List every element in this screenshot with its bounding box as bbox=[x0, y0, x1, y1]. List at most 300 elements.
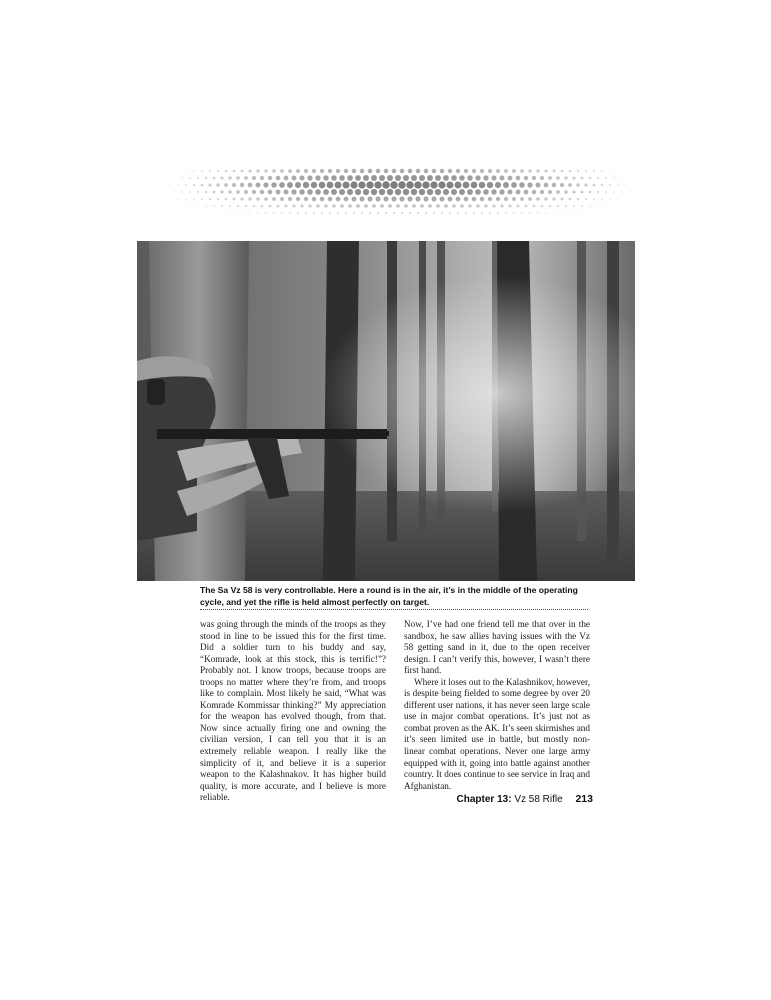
halftone-dot bbox=[166, 178, 167, 179]
halftone-dot bbox=[169, 170, 170, 171]
halftone-dot bbox=[366, 220, 367, 221]
halftone-dot bbox=[532, 176, 536, 180]
halftone-dot bbox=[233, 198, 236, 201]
halftone-dot bbox=[313, 212, 315, 214]
halftone-dot bbox=[440, 197, 445, 202]
halftone-dot bbox=[339, 175, 345, 181]
halftone-dot bbox=[244, 176, 248, 180]
halftone-dot bbox=[565, 205, 567, 207]
caption-divider bbox=[200, 609, 588, 610]
halftone-dot bbox=[237, 205, 239, 207]
halftone-dot bbox=[355, 189, 361, 195]
halftone-dot bbox=[213, 177, 216, 180]
halftone-dot bbox=[284, 176, 289, 181]
halftone-dot bbox=[304, 197, 308, 201]
halftone-dot bbox=[288, 197, 292, 201]
halftone-dot bbox=[353, 212, 355, 214]
halftone-dot bbox=[241, 170, 244, 173]
halftone-dot bbox=[288, 169, 292, 173]
halftone-dot bbox=[264, 169, 267, 172]
halftone-dot bbox=[585, 212, 586, 213]
halftone-dot bbox=[470, 220, 471, 221]
halftone-dot bbox=[454, 220, 455, 221]
halftone-dot bbox=[388, 204, 392, 208]
halftone-dot bbox=[593, 212, 594, 213]
halftone-dot bbox=[401, 212, 403, 214]
halftone-dot bbox=[416, 197, 421, 202]
halftone-dot bbox=[432, 169, 437, 174]
halftone-dot bbox=[254, 220, 255, 221]
halftone-dot bbox=[443, 189, 449, 195]
halftone-dot bbox=[443, 175, 449, 181]
halftone-dot bbox=[256, 197, 259, 200]
halftone-dot bbox=[398, 220, 399, 221]
halftone-dot bbox=[634, 199, 635, 200]
halftone-dot bbox=[456, 197, 461, 202]
halftone-dot bbox=[177, 198, 178, 199]
chapter-label: Chapter 13: bbox=[456, 794, 512, 805]
halftone-dot bbox=[236, 176, 240, 180]
halftone-dot bbox=[340, 204, 343, 207]
halftone-dot bbox=[478, 220, 479, 221]
halftone-dot bbox=[532, 190, 536, 194]
halftone-dot bbox=[315, 175, 320, 180]
halftone-dot bbox=[432, 197, 437, 202]
halftone-dot bbox=[209, 170, 211, 172]
halftone-dot bbox=[185, 198, 187, 200]
halftone-dot bbox=[464, 169, 468, 173]
halftone-dot bbox=[345, 212, 347, 214]
halftone-dot bbox=[225, 170, 228, 173]
halftone-dot bbox=[502, 220, 503, 221]
halftone-dot bbox=[189, 177, 191, 179]
halftone-dot bbox=[472, 197, 477, 202]
halftone-dot bbox=[339, 189, 345, 195]
halftone-dot bbox=[327, 182, 334, 189]
halftone-dot bbox=[336, 197, 341, 202]
halftone-dot bbox=[468, 204, 471, 207]
halftone-dot bbox=[440, 169, 444, 173]
halftone-dot bbox=[190, 220, 191, 221]
halftone-dot bbox=[198, 220, 199, 221]
halftone-dot bbox=[597, 191, 599, 193]
halftone-dot bbox=[392, 169, 397, 174]
halftone-dot bbox=[508, 176, 513, 181]
halftone-dot bbox=[374, 220, 375, 221]
halftone-dot bbox=[518, 220, 519, 221]
halftone-dot bbox=[529, 212, 531, 214]
halftone-dot bbox=[622, 220, 623, 221]
halftone-dot bbox=[473, 212, 475, 214]
body-column-right bbox=[404, 619, 590, 792]
halftone-dot bbox=[483, 189, 489, 195]
halftone-dot bbox=[326, 220, 327, 221]
halftone-dot bbox=[318, 220, 319, 221]
halftone-dot bbox=[165, 191, 166, 192]
paragraph: Where it loses out to the Kalashnikov, however, is despite being fielded to some degree by over 20 different user nations, it has never seen large scale use in major combat operations. It’s just not as combat proven as the AK. It’s seen skirmishes and it’s seen limited use in battle, but mostly non-linear combat operations. Never one large army equipped with it, going into battle against another country. It does continue to see service in Iraq and Afghanistan. bbox=[404, 676, 590, 791]
halftone-dot bbox=[446, 220, 447, 221]
halftone-dot bbox=[525, 205, 528, 208]
halftone-dot bbox=[182, 220, 183, 221]
halftone-dot bbox=[256, 183, 261, 188]
halftone-dot bbox=[414, 220, 415, 221]
halftone-dot bbox=[248, 197, 251, 200]
halftone-dot bbox=[241, 212, 243, 214]
halftone-dot bbox=[500, 176, 505, 181]
halftone-dot bbox=[573, 205, 575, 207]
halftone-dot bbox=[419, 189, 425, 195]
halftone-dot bbox=[601, 170, 603, 172]
halftone-dot bbox=[500, 204, 503, 207]
halftone-dot bbox=[335, 182, 342, 189]
halftone-dot bbox=[300, 204, 303, 207]
halftone-dot bbox=[566, 220, 567, 221]
halftone-dot bbox=[605, 177, 607, 179]
halftone-dot bbox=[601, 198, 603, 200]
halftone-dot bbox=[363, 175, 369, 181]
halftone-dot bbox=[409, 212, 411, 214]
halftone-dot bbox=[451, 189, 457, 195]
halftone-dot bbox=[304, 169, 308, 173]
halftone-dot bbox=[307, 189, 313, 195]
halftone-dot bbox=[334, 220, 335, 221]
halftone-dot bbox=[358, 220, 359, 221]
halftone-dot bbox=[270, 220, 271, 221]
halftone-dot bbox=[185, 170, 187, 172]
halftone-dot bbox=[228, 190, 231, 193]
halftone-dot bbox=[593, 170, 595, 172]
halftone-dot bbox=[412, 204, 416, 208]
halftone-dot bbox=[374, 181, 381, 188]
halftone-dot bbox=[460, 204, 463, 207]
halftone-dot bbox=[246, 220, 247, 221]
halftone-dot bbox=[296, 197, 300, 201]
halftone-dot bbox=[269, 205, 272, 208]
halftone-dot bbox=[216, 183, 219, 186]
halftone-dot bbox=[368, 197, 373, 202]
halftone-dot bbox=[613, 191, 615, 193]
halftone-dot bbox=[540, 176, 544, 180]
halftone-dot bbox=[398, 181, 405, 188]
halftone-dot bbox=[544, 197, 547, 200]
halftone-dot bbox=[462, 220, 463, 221]
halftone-dot bbox=[220, 176, 223, 179]
halftone-dot bbox=[430, 220, 431, 221]
halftone-dot bbox=[297, 212, 299, 214]
halftone-dot bbox=[634, 185, 635, 186]
halftone-dot bbox=[371, 189, 377, 195]
body-column-left bbox=[200, 619, 386, 804]
halftone-dot bbox=[621, 191, 622, 192]
halftone-dot bbox=[253, 205, 256, 208]
halftone-dot bbox=[307, 175, 312, 180]
halftone-dot bbox=[279, 182, 285, 188]
halftone-dot bbox=[350, 220, 351, 221]
halftone-dot bbox=[510, 220, 511, 221]
halftone-dot bbox=[511, 182, 517, 188]
halftone-dot bbox=[568, 183, 572, 187]
halftone-dot bbox=[185, 184, 187, 186]
halftone-dot bbox=[395, 189, 401, 195]
halftone-dot bbox=[427, 175, 433, 181]
halftone-dot bbox=[609, 212, 610, 213]
halftone-dot bbox=[369, 212, 371, 214]
halftone-dot bbox=[629, 177, 630, 178]
halftone-dot bbox=[201, 212, 202, 213]
halftone-dot bbox=[323, 175, 328, 180]
halftone-dot bbox=[209, 212, 210, 213]
halftone-dot bbox=[564, 190, 568, 194]
halftone-dot bbox=[520, 197, 524, 201]
halftone-dot bbox=[360, 169, 365, 174]
halftone-dot bbox=[364, 204, 368, 208]
halftone-dot bbox=[634, 213, 635, 214]
halftone-dot bbox=[299, 189, 304, 194]
halftone-dot bbox=[329, 212, 331, 214]
halftone-dot bbox=[625, 170, 626, 171]
halftone-dot bbox=[193, 170, 195, 172]
halftone-dot bbox=[548, 176, 552, 180]
halftone-dot bbox=[496, 197, 500, 201]
halftone-dot bbox=[534, 220, 535, 221]
halftone-dot bbox=[503, 182, 509, 188]
halftone-dot bbox=[444, 204, 447, 207]
halftone-dot bbox=[526, 220, 527, 221]
halftone-dot bbox=[178, 213, 179, 214]
halftone-dot bbox=[342, 220, 343, 221]
halftone-dot bbox=[205, 177, 208, 180]
halftone-dot bbox=[507, 189, 512, 194]
halftone-dot bbox=[590, 220, 591, 221]
paragraph: Now, I’ve had one friend tell me that over in the sandbox, he saw allies having issues with the Vz 58 getting sand in it, due to the open receiver design. I can’t verify this, however, I wasn’t there first hand. bbox=[404, 619, 590, 676]
halftone-dot bbox=[572, 190, 575, 193]
halftone-dot bbox=[403, 189, 409, 195]
halftone-dot bbox=[371, 175, 377, 181]
halftone-dot bbox=[295, 182, 301, 188]
halftone-dot bbox=[581, 191, 584, 194]
halftone-dot bbox=[513, 212, 515, 214]
halftone-dot bbox=[606, 220, 607, 221]
halftone-dot bbox=[491, 189, 496, 194]
halftone-dot bbox=[472, 169, 476, 173]
halftone-dot bbox=[617, 198, 618, 199]
halftone-dot bbox=[276, 190, 281, 195]
halftone-dot bbox=[277, 205, 280, 208]
halftone-dot bbox=[166, 220, 167, 221]
halftone-dot bbox=[601, 212, 602, 213]
halftone-dot bbox=[390, 220, 391, 221]
halftone-dot bbox=[577, 170, 579, 172]
halftone-dot bbox=[229, 205, 231, 207]
halftone-dot bbox=[569, 170, 572, 173]
halftone-dot bbox=[441, 212, 443, 214]
halftone-dot bbox=[376, 197, 381, 202]
halftone-dot bbox=[382, 220, 383, 221]
halftone-dot bbox=[249, 212, 251, 214]
halftone-dot bbox=[228, 176, 231, 179]
halftone-dot bbox=[324, 204, 327, 207]
halftone-dot bbox=[303, 182, 309, 188]
halftone-dot bbox=[584, 183, 587, 186]
halftone-dot bbox=[486, 220, 487, 221]
halftone-dot bbox=[479, 182, 486, 189]
halftone-dot bbox=[261, 205, 264, 208]
halftone-dot bbox=[320, 197, 325, 202]
halftone-dot bbox=[169, 184, 170, 185]
halftone-dot bbox=[536, 197, 539, 200]
halftone-dot bbox=[609, 170, 611, 172]
halftone-dot bbox=[272, 197, 276, 201]
halftone-dot bbox=[217, 170, 219, 172]
halftone-dot bbox=[467, 175, 472, 180]
halftone-dot bbox=[556, 176, 560, 180]
halftone-dot bbox=[609, 184, 611, 186]
halftone-dot bbox=[475, 175, 480, 180]
halftone-dot bbox=[488, 169, 492, 173]
halftone-dot bbox=[625, 198, 626, 199]
halftone-dot bbox=[544, 169, 547, 172]
halftone-dot bbox=[524, 190, 529, 195]
halftone-dot bbox=[552, 197, 555, 200]
halftone-dot bbox=[232, 183, 236, 187]
halftone-dot bbox=[355, 175, 361, 181]
halftone-dot bbox=[260, 176, 264, 180]
halftone-dot bbox=[390, 181, 397, 188]
halftone-dot bbox=[524, 176, 528, 180]
halftone-dot bbox=[435, 175, 441, 181]
halftone-dot bbox=[193, 184, 195, 186]
halftone-dot bbox=[448, 169, 452, 173]
halftone-dot bbox=[344, 169, 348, 173]
halftone-dot bbox=[366, 181, 373, 188]
halftone-dot bbox=[377, 212, 379, 214]
halftone-dot bbox=[185, 212, 186, 213]
halftone-dot bbox=[201, 198, 203, 200]
halftone-dot bbox=[222, 220, 223, 221]
halftone-dot bbox=[509, 205, 512, 208]
halftone-dot bbox=[422, 181, 429, 188]
halftone-dot bbox=[446, 181, 453, 188]
halftone-dot bbox=[299, 175, 304, 180]
halftone-dot bbox=[621, 177, 622, 178]
halftone-dot bbox=[352, 197, 357, 202]
halftone-dot bbox=[289, 212, 291, 214]
halftone-dot bbox=[561, 212, 563, 214]
halftone-dot bbox=[556, 190, 560, 194]
halftone-dot bbox=[358, 181, 365, 188]
halftone-dot bbox=[342, 181, 349, 188]
halftone-dot bbox=[516, 190, 521, 195]
halftone-dot bbox=[480, 169, 484, 173]
halftone-dot bbox=[589, 191, 592, 194]
halftone-dot bbox=[372, 204, 376, 208]
halftone-dot bbox=[205, 191, 208, 194]
halftone-dot bbox=[550, 220, 551, 221]
halftone-dot bbox=[201, 170, 203, 172]
halftone-dot bbox=[605, 205, 606, 206]
halftone-dot bbox=[385, 212, 387, 214]
halftone-dot bbox=[193, 198, 195, 200]
photo-caption: The Sa Vz 58 is very controllable. Here a round is in the air, it’s in the middle of the operating cycle, and yet the rifle is held almost perfectly on target. bbox=[200, 585, 578, 607]
halftone-dot bbox=[557, 205, 559, 207]
halftone-dot bbox=[260, 190, 264, 194]
halftone-dot bbox=[170, 213, 171, 214]
halftone-dot bbox=[319, 182, 326, 189]
halftone-dot bbox=[465, 212, 467, 214]
halftone-dot bbox=[248, 169, 251, 172]
halftone-dot bbox=[621, 205, 622, 206]
halftone-dot bbox=[545, 212, 547, 214]
halftone-dot bbox=[225, 212, 226, 213]
halftone-dot bbox=[217, 212, 218, 213]
halftone-dot bbox=[310, 220, 311, 221]
halftone-dot bbox=[208, 183, 211, 186]
halftone-dot bbox=[278, 220, 279, 221]
halftone-dot bbox=[495, 182, 501, 188]
halftone-dot bbox=[332, 204, 335, 207]
halftone-dot bbox=[629, 191, 630, 192]
halftone-dot bbox=[360, 197, 365, 202]
halftone-dot bbox=[347, 189, 353, 195]
halftone-dot bbox=[516, 176, 521, 181]
halftone-dot bbox=[280, 169, 284, 173]
halftone-dot bbox=[400, 169, 405, 174]
halftone-dot bbox=[471, 182, 478, 189]
halftone-dot bbox=[548, 190, 552, 194]
halftone-dot bbox=[572, 176, 575, 179]
halftone-dot bbox=[517, 205, 520, 208]
halftone-dot bbox=[420, 204, 424, 208]
halftone-dot bbox=[206, 220, 207, 221]
halftone-dot bbox=[292, 176, 297, 181]
halftone-dot bbox=[221, 205, 223, 207]
halftone-dot bbox=[177, 170, 178, 171]
halftone-dot bbox=[593, 184, 596, 187]
halftone-dot bbox=[344, 197, 349, 202]
halftone-dot bbox=[197, 191, 199, 193]
halftone-dot bbox=[177, 184, 179, 186]
halftone-dot bbox=[387, 175, 393, 181]
halftone-dot-band-icon bbox=[162, 168, 636, 224]
halftone-dot bbox=[553, 170, 556, 173]
halftone-dot bbox=[328, 197, 333, 202]
halftone-dot bbox=[296, 169, 300, 173]
halftone-dot bbox=[189, 191, 191, 193]
halftone-dot bbox=[400, 197, 405, 202]
halftone-dot bbox=[214, 220, 215, 221]
halftone-dot bbox=[536, 169, 539, 172]
halftone-dot bbox=[487, 182, 493, 188]
halftone-dot bbox=[311, 182, 317, 188]
halftone-dot bbox=[544, 183, 549, 188]
halftone-dot bbox=[257, 212, 259, 214]
halftone-dot bbox=[433, 212, 435, 214]
halftone-dot bbox=[281, 212, 283, 214]
halftone-dot bbox=[456, 169, 460, 173]
halftone-dot bbox=[283, 189, 288, 194]
halftone-dot bbox=[593, 198, 595, 200]
halftone-dot bbox=[361, 212, 363, 214]
halftone-dot bbox=[581, 205, 583, 207]
halftone-dot bbox=[205, 205, 207, 207]
halftone-dot bbox=[197, 205, 199, 207]
halftone-dot bbox=[376, 169, 381, 174]
halftone-dot bbox=[252, 190, 256, 194]
halftone-dot bbox=[617, 184, 619, 186]
halftone-dot bbox=[480, 197, 484, 201]
halftone-dot bbox=[225, 198, 228, 201]
halftone-dot bbox=[348, 204, 351, 207]
